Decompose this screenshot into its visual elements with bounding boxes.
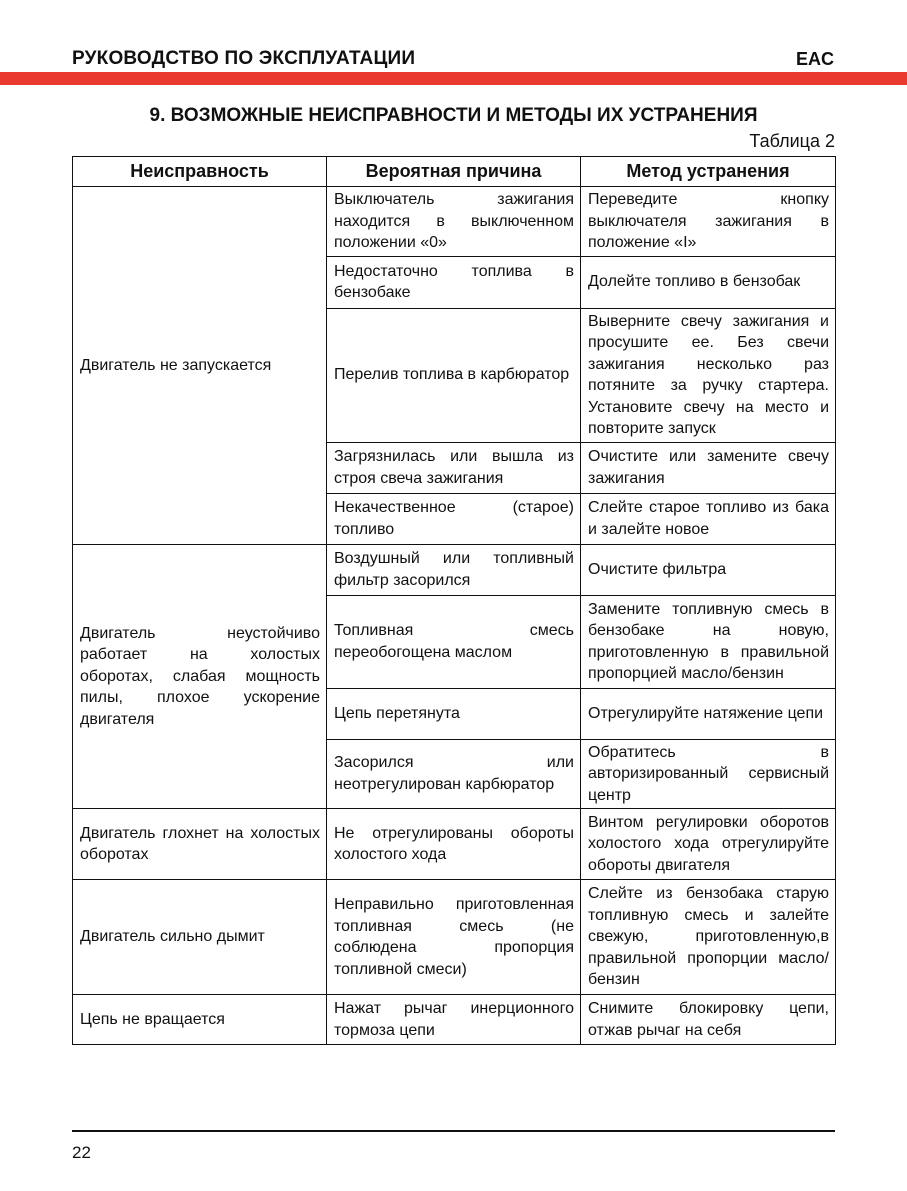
table-row bbox=[73, 544, 836, 595]
remedy-cell: Обратитесь в авторизированный сервисный центр bbox=[581, 739, 836, 809]
remedy-cell: Слейте из бензобака старую топливную смесь и залейте свежую, приготовленную,в правильной пропорции масло/бензин bbox=[581, 880, 836, 995]
fault-cell: Цепь не вращается bbox=[73, 995, 327, 1045]
cause-cell: Воздушный или топливный фильтр засорился bbox=[327, 544, 581, 595]
page-number: 22 bbox=[72, 1143, 91, 1162]
eac-mark: EAC bbox=[795, 49, 834, 69]
section-title: 9. ВОЗМОЖНЫЕ НЕИСПРАВНОСТИ И МЕТОДЫ ИХ УСТРАНЕНИЯ bbox=[149, 105, 758, 126]
remedy-cell: Долейте топливо в бензобак bbox=[581, 256, 836, 308]
column-header-cause: Вероятная причина bbox=[327, 157, 581, 187]
fault-cell: Двигатель глохнет на холостых оборотах bbox=[73, 809, 327, 880]
cause-cell: Перелив топлива в карбюратор bbox=[327, 308, 581, 442]
column-header-remedy: Метод устранения bbox=[581, 157, 836, 187]
cause-cell: Цепь перетянута bbox=[327, 688, 581, 739]
header-red-band bbox=[0, 72, 907, 85]
remedy-cell: Снимите блокировку цепи, отжав рычаг на себя bbox=[581, 995, 836, 1045]
remedy-cell: Очистите фильтра bbox=[581, 544, 836, 595]
cause-cell: Некачественное (старое) топливо bbox=[327, 493, 581, 544]
fault-cell: Двигатель не запускается bbox=[73, 187, 327, 545]
remedy-cell: Отрегулируйте натяжение цепи bbox=[581, 688, 836, 739]
table-caption: Таблица 2 bbox=[749, 131, 835, 151]
cause-cell: Загрязнилась или вышла из строя свеча зажигания bbox=[327, 442, 581, 493]
remedy-cell: Замените топливную смесь в бензобаке на новую, приготовленную в правильной пропорцией масло/бензин bbox=[581, 595, 836, 688]
manual-title: РУКОВОДСТВО ПО ЭКСПЛУАТАЦИИ bbox=[72, 48, 416, 69]
remedy-cell: Выверните свечу зажигания и просушите ее. Без свечи зажигания несколько раз потяните за ручку стартера. Установите свечу на место и повторите запуск bbox=[581, 308, 836, 442]
fault-cell: Двигатель неустойчиво работает на холостых оборотах, слабая мощность пилы, плохое ускорение двигателя bbox=[73, 544, 327, 809]
table-row bbox=[73, 995, 836, 1045]
cause-cell: Не отрегулированы обороты холостого хода bbox=[327, 809, 581, 880]
table-header-row bbox=[73, 157, 836, 187]
table-row bbox=[73, 880, 836, 995]
remedy-cell: Очистите или замените свечу зажигания bbox=[581, 442, 836, 493]
cause-cell: Засорился или неотрегулирован карбюратор bbox=[327, 739, 581, 809]
troubleshooting-table bbox=[72, 156, 836, 1045]
cause-cell: Недостаточно топлива в бензобаке bbox=[327, 256, 581, 308]
footer-divider bbox=[72, 1130, 835, 1132]
table-row bbox=[73, 187, 836, 257]
cause-cell: Выключатель зажигания находится в выключенном положении «0» bbox=[327, 187, 581, 257]
cause-cell: Неправильно приготовленная топливная смесь (не соблюдена пропорция топливной смеси) bbox=[327, 880, 581, 995]
cause-cell: Нажат рычаг инерционного тормоза цепи bbox=[327, 995, 581, 1045]
table-row bbox=[73, 809, 836, 880]
remedy-cell: Винтом регулировки оборотов холостого хода отрегулируйте обороты двигателя bbox=[581, 809, 836, 880]
column-header-fault: Неисправность bbox=[73, 157, 327, 187]
fault-cell: Двигатель сильно дымит bbox=[73, 880, 327, 995]
cause-cell: Топливная смесь переобогощена маслом bbox=[327, 595, 581, 688]
remedy-cell: Переведите кнопку выключателя зажигания в положение «I» bbox=[581, 187, 836, 257]
remedy-cell: Слейте старое топливо из бака и залейте новое bbox=[581, 493, 836, 544]
